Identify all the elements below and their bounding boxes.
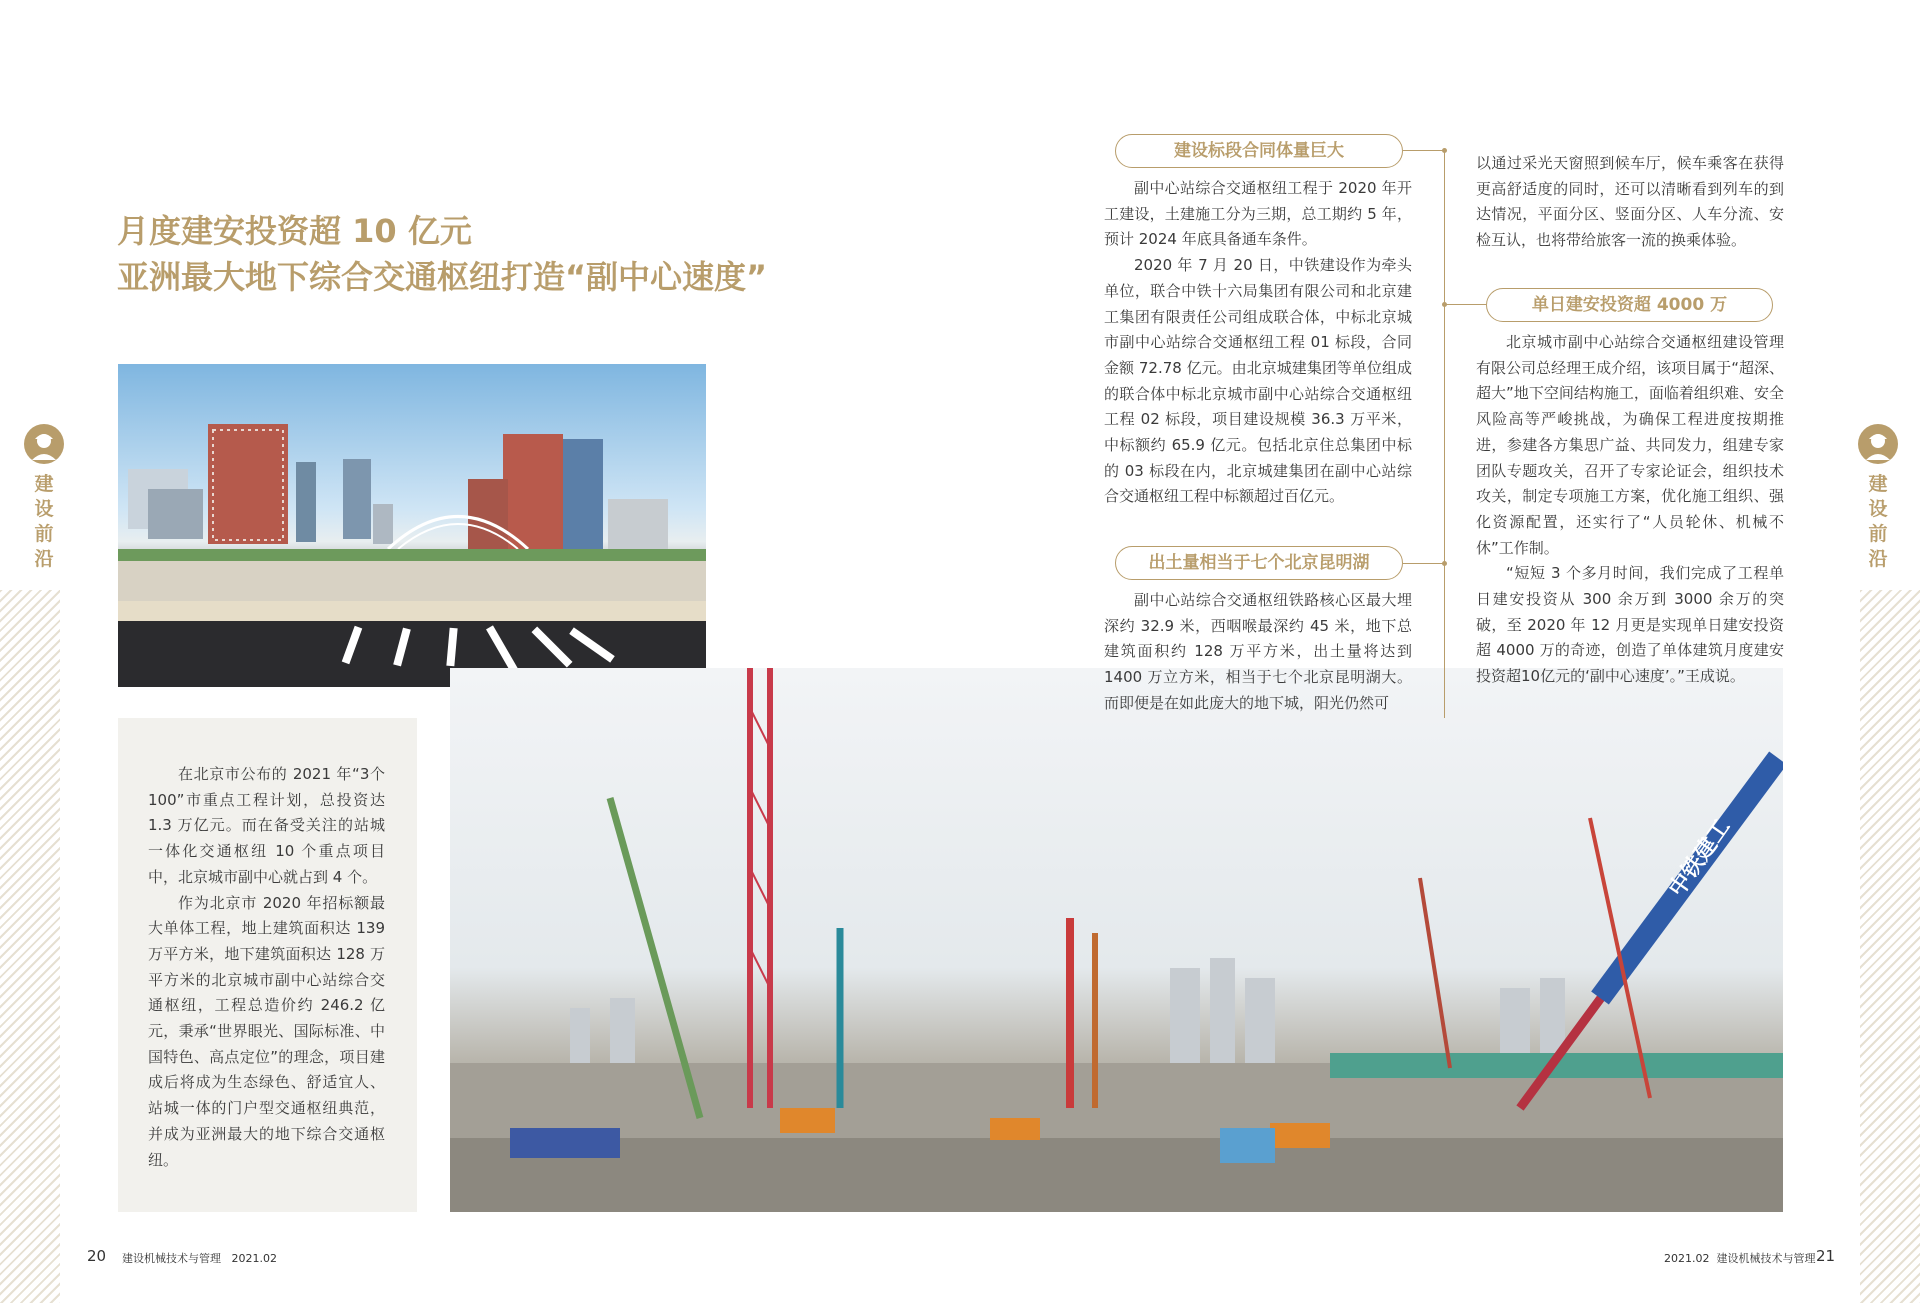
body-paragraph: 副中心站综合交通枢纽铁路核心区最大埋深约 32.9 米，西咽喉最深约 45 米，地下总建筑面积约 128 万平方米，出土量将达到 1400 万立方米，相当于七个北京昆明湖大。而即便是在如此庞大的地下城，阳光仍然可 <box>1104 591 1412 712</box>
headline-line-2: 亚洲最大地下综合交通枢纽打造“副中心速度” <box>117 258 768 296</box>
left-section-badge <box>22 424 66 572</box>
side-section-label: 建设前沿 <box>34 473 54 570</box>
body-paragraph: 2020 年 7 月 20 日，中铁建设作为牵头单位，联合中铁十六局集团有限公司和北京建工集团有限责任公司组成联合体，中标北京城市副中心站综合交通枢纽工程 01 标段，合同金额 72.78 亿元。由北京城建集团等单位组成的联合体中标北京城市副中心站综合交通枢纽工程 02 标段，项目建设规模 36.3 万平米，中标额约 65.9 亿元。包括北京住总集团中标的 03 标段在内，北京城建集团在副中心站综合交通枢纽工程中标额超过百亿元。 <box>1104 256 1412 506</box>
body-paragraph: “短短 3 个多月时间，我们完成了工程单日建安投资从 300 余万到 3000 余万的突破，至 2020 年 12 月更是实现单日建安投资超 4000 万的奇迹，创造了单体建筑月度建安投资超10亿元的‘副中心速度’。”王成说。 <box>1476 564 1784 686</box>
construction-site-photo <box>450 668 1783 1212</box>
intro-text-box <box>118 718 417 1212</box>
station-rendering-image <box>118 364 706 687</box>
connector-tick <box>1444 304 1486 305</box>
section-heading-contract-volume: 建设标段合同体量巨大 <box>1115 134 1403 168</box>
footer-left <box>122 1250 277 1266</box>
intro-paragraph: 在北京市公布的 2021 年“3个 100”市重点工程计划，总投资达 1.3 万亿元。而在备受关注的站城一体化交通枢纽 10 个重点项目中，北京城市副中心就占到 4 个。 <box>148 765 385 886</box>
article-column-2 <box>1476 151 1784 254</box>
section-heading-daily-investment: 单日建安投资超 4000 万 <box>1486 288 1773 322</box>
page-number-left: 20 <box>87 1247 107 1265</box>
headline-line-1: 月度建安投资超 10 亿元 <box>117 212 472 250</box>
body-paragraph: 副中心站综合交通枢纽工程于 2020 年开工建设，土建施工分为三期，总工期约 5 年，预计 2024 年底具备通车条件。 <box>1104 179 1412 249</box>
intro-paragraph: 作为北京市 2020 年招标额最大单体工程，地上建筑面积达 139 万平方米，地下建筑面积达 128 万平方米的北京城市副中心站综合交通枢纽，工程总造价约 246.2 亿元，秉承“世界眼光、国际标准、中国特色、高点定位”的理念，项目建成后将成为生态绿色、舒适宜人、站城一体的门户型交通枢纽典范，并成为亚洲最大的地下综合交通枢纽。 <box>148 893 385 1169</box>
section-connector-line <box>1444 150 1445 718</box>
connector-tick <box>1403 563 1444 564</box>
footer-issue: 2021.02 <box>1664 1252 1710 1265</box>
crane-lettering: 中铁建工 <box>1664 815 1736 902</box>
left-decorative-strip <box>0 590 60 1303</box>
page-number-right: 21 <box>1816 1247 1836 1265</box>
side-section-label: 建设前沿 <box>1868 473 1888 570</box>
article-column-2-lower <box>1476 330 1784 690</box>
connector-tick <box>1403 150 1444 151</box>
right-decorative-strip <box>1860 590 1920 1303</box>
article-headline <box>117 208 877 300</box>
footer-right <box>1664 1250 1816 1266</box>
footer-magazine-title: 建设机械技术与管理 <box>1716 1252 1816 1265</box>
article-column-1-lower <box>1104 588 1412 717</box>
section-heading-earthwork: 出土量相当于七个北京昆明湖 <box>1115 546 1403 580</box>
worker-avatar-icon <box>24 424 64 464</box>
footer-issue: 2021.02 <box>231 1252 277 1265</box>
connector-dot <box>1442 302 1447 307</box>
article-column-1 <box>1104 176 1412 510</box>
connector-dot <box>1442 148 1447 153</box>
footer-magazine-title: 建设机械技术与管理 <box>122 1252 221 1265</box>
body-paragraph-continued: 以通过采光天窗照到候车厅，候车乘客在获得更高舒适度的同时，还可以清晰看到列车的到达情况，平面分区、竖面分区、人车分流、安检互认，也将带给旅客一流的换乘体验。 <box>1476 154 1784 250</box>
worker-avatar-icon <box>1858 424 1898 464</box>
body-paragraph: 北京城市副中心站综合交通枢纽建设管理有限公司总经理王成介绍，该项目属于“超深、超大”地下空间结构施工，面临着组织难、安全风险高等严峻挑战，为确保工程进度按期推进，参建各方集思广益、共同发力，组建专家团队专题攻关，召开了专家论证会，组织技术攻关，制定专项施工方案，优化施工组织、强化资源配置，还实行了“人员轮休、机械不休”工作制。 <box>1476 333 1784 557</box>
connector-dot <box>1442 561 1447 566</box>
right-section-badge <box>1856 424 1900 572</box>
